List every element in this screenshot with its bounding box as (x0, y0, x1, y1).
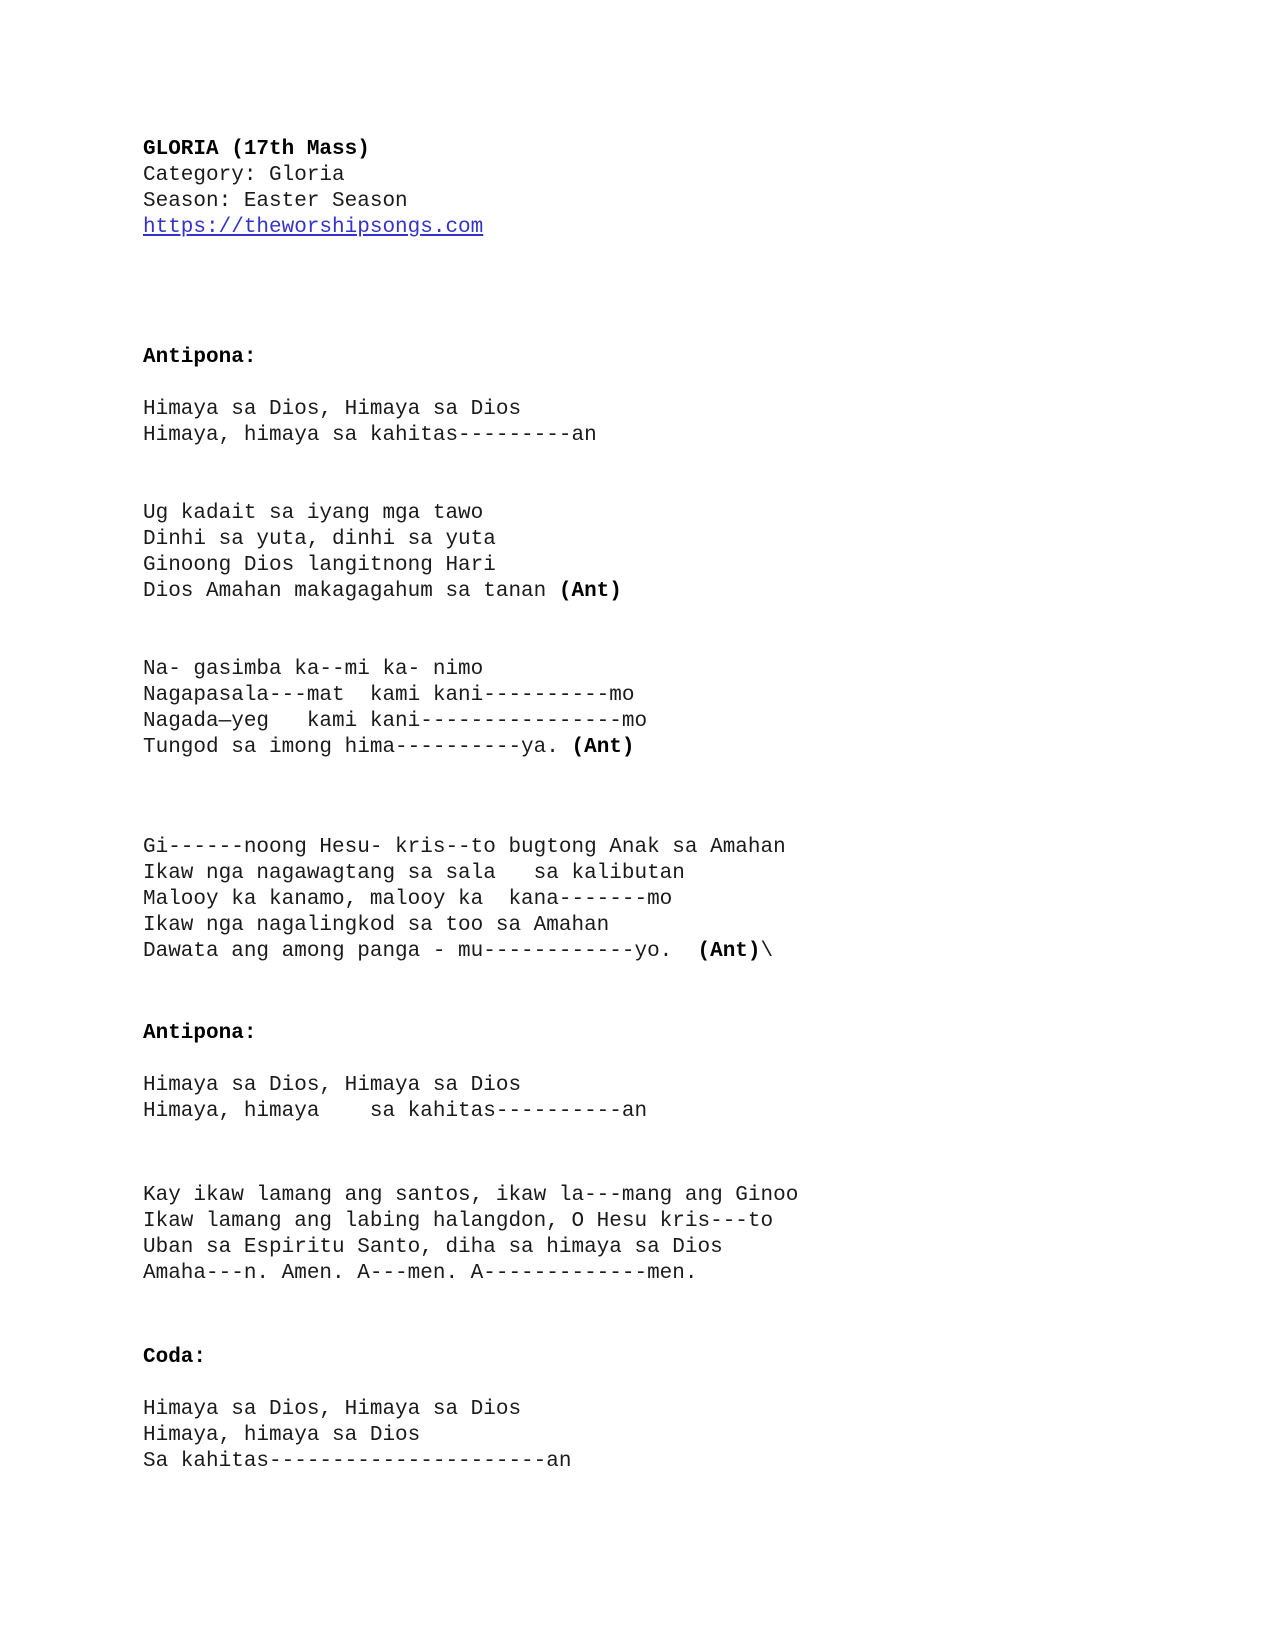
verse-1 (143, 501, 1235, 605)
lyric-line: Ikaw nga nagawagtang sa sala sa kalibutan (143, 862, 685, 885)
lyric-line: Himaya, himaya sa kahitas---------an (143, 424, 597, 447)
lyric-text: Tungod sa imong hima----------ya. (143, 736, 572, 759)
lyric-line: Uban sa Espiritu Santo, diha sa himaya sa Dios (143, 1236, 723, 1259)
antipona-stanza-2 (143, 1073, 1235, 1125)
lyric-line: Ginoong Dios langitnong Hari (143, 554, 496, 577)
coda-stanza (143, 1397, 1235, 1475)
lyric-line: Himaya sa Dios, Himaya sa Dios (143, 398, 522, 421)
lyric-line (143, 939, 1235, 965)
lyric-line: Himaya, himaya sa Dios (143, 1424, 421, 1447)
antipona-heading-2 (143, 1021, 1235, 1047)
lyric-line: Himaya sa Dios, Himaya sa Dios (143, 1398, 522, 1421)
lyric-line (143, 579, 1235, 605)
antiphon-marker: (Ant) (558, 580, 622, 603)
lyric-line: Nagapasala---mat kami kani----------mo (143, 684, 635, 707)
coda-heading (143, 1345, 1235, 1371)
lyric-text: Dawata ang among panga - mu------------yo. (143, 940, 698, 963)
lyric-line: Himaya sa Dios, Himaya sa Dios (143, 1074, 522, 1097)
lyric-line: Ikaw nga nagalingkod sa too sa Amahan (143, 914, 610, 937)
lyric-line: Kay ikaw lamang ang santos, ikaw la---mang ang Ginoo (143, 1184, 799, 1207)
lyric-line: Ikaw lamang ang labing halangdon, O Hesu kris---to (143, 1210, 774, 1233)
verse-2 (143, 657, 1235, 761)
antipona-heading-1 (143, 345, 1235, 371)
lyric-line: Sa kahitas----------------------an (143, 1450, 572, 1473)
verse-4 (143, 1183, 1235, 1287)
section-heading-label: Antipona: (143, 1022, 257, 1045)
lyric-line: Ug kadait sa iyang mga tawo (143, 502, 484, 525)
category-line: Category: Gloria (143, 164, 345, 187)
lyric-line: Malooy ka kanamo, malooy ka kana-------mo (143, 888, 673, 911)
song-header (143, 137, 1235, 241)
section-heading-label: Coda: (143, 1346, 207, 1369)
lyric-line: Himaya, himaya sa kahitas----------an (143, 1100, 648, 1123)
lyric-text: Dios Amahan makagagahum sa tanan (143, 580, 559, 603)
verse-3 (143, 835, 1235, 965)
lyric-line: Dinhi sa yuta, dinhi sa yuta (143, 528, 496, 551)
section-heading-label: Antipona: (143, 346, 257, 369)
song-title: GLORIA (17th Mass) (143, 138, 370, 161)
antiphon-marker: (Ant) (571, 736, 635, 759)
lyric-line: Gi------noong Hesu- kris--to bugtong Anak sa Amahan (143, 836, 786, 859)
lyric-line: Amaha---n. Amen. A---men. A-------------men. (143, 1262, 698, 1285)
season-line: Season: Easter Season (143, 190, 408, 213)
lyric-line (143, 735, 1235, 761)
antipona-stanza-1 (143, 397, 1235, 449)
lyric-line: Na- gasimba ka--mi ka- nimo (143, 658, 484, 681)
lyric-line: Nagada—yeg kami kani----------------mo (143, 710, 648, 733)
antiphon-marker: (Ant) (697, 940, 761, 963)
lyric-text-suffix: \ (760, 940, 774, 963)
website-link[interactable]: https://theworshipsongs.com (143, 216, 484, 239)
lyrics-sections (143, 345, 1235, 1475)
